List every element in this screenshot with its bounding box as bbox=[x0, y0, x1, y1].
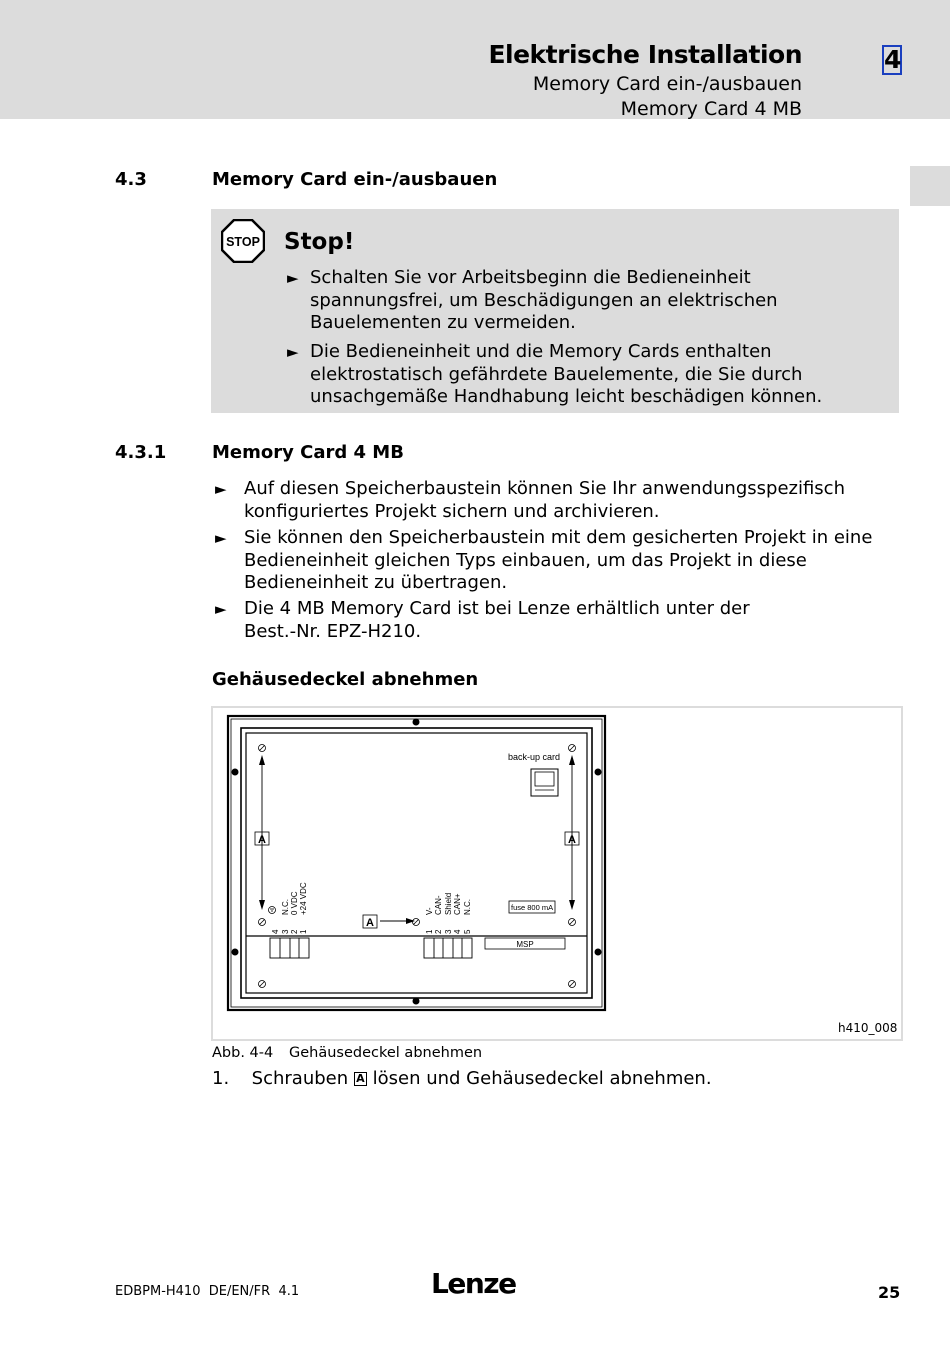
list-item: ► Die 4 MB Memory Card ist bei Lenze erhältlich unter der Best.-Nr. EPZ-H210. bbox=[215, 598, 750, 642]
pin-number: 4 bbox=[453, 929, 462, 934]
pin-label: N.C. bbox=[281, 899, 290, 915]
pin-number: 5 bbox=[463, 929, 472, 934]
pin-number: 3 bbox=[281, 929, 290, 934]
lenze-logo: Lenze bbox=[431, 1267, 516, 1300]
step-text: Schrauben bbox=[251, 1068, 349, 1089]
msp-label: MSP bbox=[516, 940, 534, 949]
pin-number: 3 bbox=[444, 929, 453, 934]
list-item: ► Sie können den Speicherbaustein mit dem gesicherten Projekt in eine Bedieneinheit gleichen Typs einbauen, um das Projekt in diese Bedieneinheit zu übertragen. bbox=[215, 527, 873, 593]
subheading: Gehäusedeckel abnehmen bbox=[212, 669, 479, 690]
subsection-number: 4.3.1 bbox=[115, 442, 167, 463]
header-title: Elektrische Installation bbox=[488, 40, 802, 69]
bullet-arrow-icon: ► bbox=[215, 529, 227, 547]
header-band bbox=[0, 0, 950, 119]
caption-number: Abb. 4-4 bbox=[212, 1045, 274, 1061]
bullet-arrow-icon: ► bbox=[287, 269, 299, 287]
section-title: Memory Card ein-/ausbauen bbox=[212, 169, 498, 190]
bullet-arrow-icon: ► bbox=[215, 480, 227, 498]
bullet-arrow-icon: ► bbox=[215, 600, 227, 618]
stop-sign-text: STOP bbox=[226, 235, 260, 249]
stop-item: ► Die Bedieneinheit und die Memory Cards enthalten elektrostatisch gefährdete Bauelemente, die Sie durch unsachgemäße Handhabung leicht beschädigen können. bbox=[287, 341, 823, 407]
subsection-title: Memory Card 4 MB bbox=[212, 442, 404, 463]
pin-label: V- bbox=[425, 907, 434, 915]
list-item: ► Auf diesen Speicherbaustein können Sie Ihr anwendungsspezifisch konfiguriertes Projekt sichern und archivieren. bbox=[215, 478, 845, 522]
pin-number: 2 bbox=[290, 929, 299, 934]
pin-number: 1 bbox=[425, 929, 434, 934]
bullet-arrow-icon: ► bbox=[287, 343, 299, 361]
marker-a: A bbox=[366, 917, 374, 929]
chapter-number: 4 bbox=[884, 45, 902, 74]
instruction-step bbox=[212, 1068, 712, 1089]
figure-id: h410_008 bbox=[838, 1021, 898, 1035]
pin-label: CAN+ bbox=[453, 893, 462, 915]
pin-label: 0 VDC bbox=[290, 891, 299, 915]
pin-number: 4 bbox=[271, 929, 280, 934]
pin-label: N.C. bbox=[463, 899, 472, 915]
pin-label: Shield bbox=[444, 892, 453, 915]
step-text: lösen und Gehäusedeckel abnehmen. bbox=[372, 1068, 712, 1089]
stop-item: ► Schalten Sie vor Arbeitsbeginn die Bedieneinheit spannungsfrei, um Beschädigungen an elektrischen Bauelementen zu vermeiden. bbox=[287, 267, 778, 333]
pin-number: 2 bbox=[434, 929, 443, 934]
marker-a: A bbox=[568, 834, 576, 846]
fuse-label: fuse 800 mA bbox=[511, 903, 554, 912]
chapter-side-tab bbox=[910, 166, 950, 206]
backup-card-label: back-up card bbox=[508, 752, 561, 762]
stop-title: Stop! bbox=[284, 229, 355, 255]
section-number: 4.3 bbox=[115, 169, 147, 190]
caption-text: Gehäusedeckel abnehmen bbox=[289, 1045, 483, 1061]
stop-sign-icon bbox=[221, 219, 265, 263]
housing-diagram bbox=[213, 708, 899, 1038]
header-subtitle: Memory Card ein-/ausbauen bbox=[532, 73, 802, 95]
step-number: 1. bbox=[212, 1068, 230, 1089]
pin-label: +24 VDC bbox=[299, 882, 308, 915]
pin-label: CAN- bbox=[434, 895, 443, 915]
page-number: 25 bbox=[878, 1283, 901, 1302]
marker-a: A bbox=[258, 834, 266, 846]
pin-number: 1 bbox=[299, 929, 308, 934]
footer-doc-id: EDBPM-H410 DE/EN/FR 4.1 bbox=[115, 1284, 300, 1299]
marker-a: A bbox=[354, 1072, 367, 1086]
header-subtitle-2: Memory Card 4 MB bbox=[620, 98, 802, 120]
